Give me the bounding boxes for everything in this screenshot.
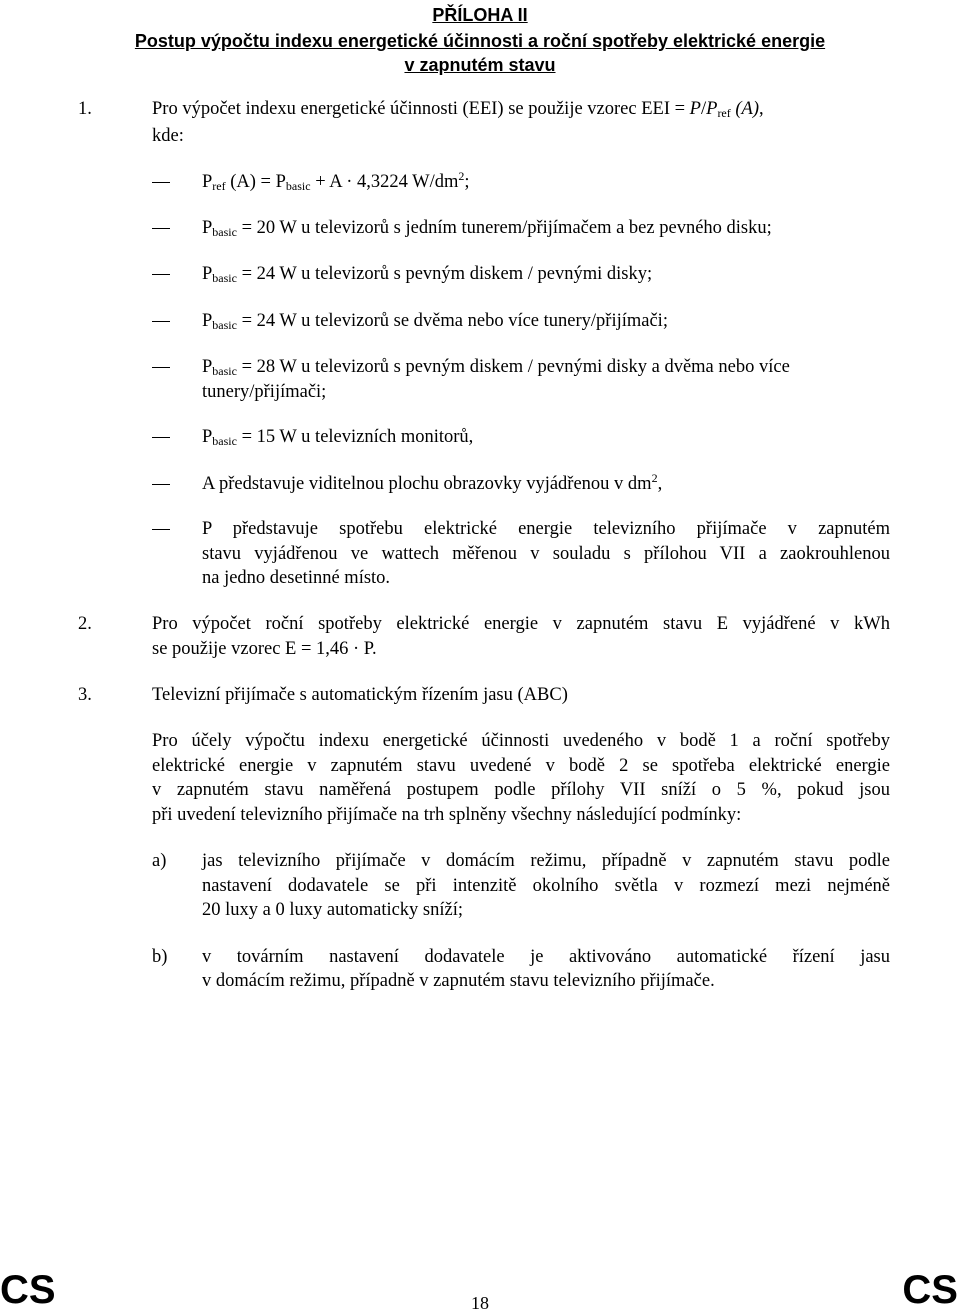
definition-pbasic-28-line2: tunery/přijímači;: [202, 382, 327, 402]
section1-intro: [152, 97, 764, 121]
symbol-p: P: [202, 218, 213, 238]
superscript: 2: [651, 471, 658, 485]
definition-pbasic-20: [202, 216, 772, 240]
definition-p-line3: na jedno desetinné místo.: [202, 568, 391, 588]
symbol-p: P: [202, 264, 213, 284]
list-dash: [152, 182, 170, 183]
section2-line2: se použije vzorec E = 1,46 · P.: [152, 639, 377, 659]
condition-b-line1: v továrním nastavení dodavatele je aktivováno automatické řízení jasu: [202, 947, 890, 967]
section3-number: 3.: [78, 685, 92, 705]
symbol-p: P: [202, 311, 213, 331]
definition-text: ;: [464, 172, 470, 192]
symbol-p: P: [202, 427, 213, 447]
annex-subtitle-line1: Postup výpočtu indexu energetické účinnosti a roční spotřeby elektrické energie: [134, 31, 826, 51]
symbol-p: P: [202, 172, 213, 192]
language-code-left: CS: [0, 1268, 56, 1312]
symbol-sub: basic: [212, 225, 237, 239]
section3-heading: Televizní přijímače s automatickým řízením jasu (ABC): [152, 685, 568, 705]
definition-text: = 20 W u televizorů s jedním tunerem/přijímačem a bez pevného disku;: [236, 218, 772, 238]
formula-a: (A): [735, 99, 760, 119]
condition-a-line3: 20 luxy a 0 luxy automaticky sníží;: [202, 900, 464, 920]
condition-b-label: b): [152, 947, 168, 967]
list-dash: [152, 321, 170, 322]
condition-a-line1: jas televizního přijímače v domácím režimu, případně v zapnutém stavu podle: [202, 851, 890, 871]
symbol-sub: basic: [212, 271, 237, 285]
definition-text: = 15 W u televizních monitorů,: [236, 427, 474, 447]
list-dash: [152, 274, 170, 275]
formula-slash: /: [700, 99, 707, 119]
section3-para-line1: Pro účely výpočtu indexu energetické účinnosti uvedeného v bodě 1 a roční spotřeby: [152, 731, 890, 751]
symbol-sub: basic: [212, 364, 237, 378]
list-dash: [152, 228, 170, 229]
definition-pbasic-28: [202, 355, 790, 379]
definition-pbasic-24-hdd: [202, 262, 652, 286]
list-dash: [152, 484, 170, 485]
definition-text: = 24 W u televizorů s pevným diskem / pevnými disky;: [236, 264, 653, 284]
condition-a-line2: nastavení dodavatele se při intenzitě okolního světla v rozmezí mezi nejméně: [202, 876, 890, 896]
formula-p: P: [689, 99, 701, 119]
definition-text: = 24 W u televizorů se dvěma nebo více tunery/přijímači;: [236, 311, 668, 331]
section1-kde: kde:: [152, 126, 184, 146]
condition-a-label: a): [152, 851, 167, 871]
symbol-p: P: [202, 357, 213, 377]
definition-p-line2: stavu vyjádřenou ve wattech měřenou v souladu s přílohou VII a zaokrouhlenou: [202, 544, 890, 564]
section3-para-line4: při uvedení televizního přijímače na trh splněny všechny následující podmínky:: [152, 805, 742, 825]
section1-number: 1.: [78, 99, 92, 119]
symbol-sub: ref: [212, 179, 226, 193]
section1-intro-text: Pro výpočet indexu energetické účinnosti (EEI) se použije vzorec EEI =: [152, 99, 690, 119]
formula-end: ,: [759, 99, 764, 119]
definition-text: + A · 4,3224 W/dm: [310, 172, 459, 192]
section3-para-line2: elektrické energie v zapnutém stavu uvedené v bodě 2 se spotřeba elektrické energie: [152, 756, 890, 776]
symbol-sub: basic: [212, 434, 237, 448]
symbol-sub: basic: [285, 179, 311, 193]
definition-text: ,: [657, 474, 663, 494]
list-dash: [152, 367, 170, 368]
language-code-right: CS: [902, 1268, 958, 1312]
annex-subtitle-line2: v zapnutém stavu: [404, 55, 556, 75]
condition-b-line2: v domácím režimu, případně v zapnutém stavu televizního přijímače.: [202, 971, 715, 991]
formula-ref-sub: ref: [717, 106, 731, 120]
definition-pbasic-24-tuners: [202, 309, 668, 333]
list-dash: [152, 437, 170, 438]
definition-pref: [202, 170, 470, 194]
superscript: 2: [458, 169, 465, 183]
section2-number: 2.: [78, 614, 92, 634]
definition-a: [202, 472, 662, 496]
definition-text: A představuje viditelnou plochu obrazovky vyjádřenou v dm: [202, 474, 652, 494]
list-dash: [152, 529, 170, 530]
annex-title: PŘÍLOHA II: [432, 5, 528, 25]
definition-text: = 28 W u televizorů s pevným diskem / pevnými disky a dvěma nebo více: [236, 357, 790, 377]
symbol-sub: basic: [212, 318, 237, 332]
formula-pref: P: [706, 99, 718, 119]
definition-p-line1: P představuje spotřebu elektrické energie televizního přijímače v zapnutém: [202, 519, 890, 539]
definition-text: (A) = P: [225, 172, 286, 192]
definition-pbasic-15: [202, 425, 473, 449]
section2-line1: Pro výpočet roční spotřeby elektrické energie v zapnutém stavu E vyjádřené v kWh: [152, 614, 890, 634]
page-number: 18: [471, 1293, 489, 1313]
section3-para-line3: v zapnutém stavu naměřená postupem podle přílohy VII sníží o 5 %, pokud jsou: [152, 780, 890, 800]
